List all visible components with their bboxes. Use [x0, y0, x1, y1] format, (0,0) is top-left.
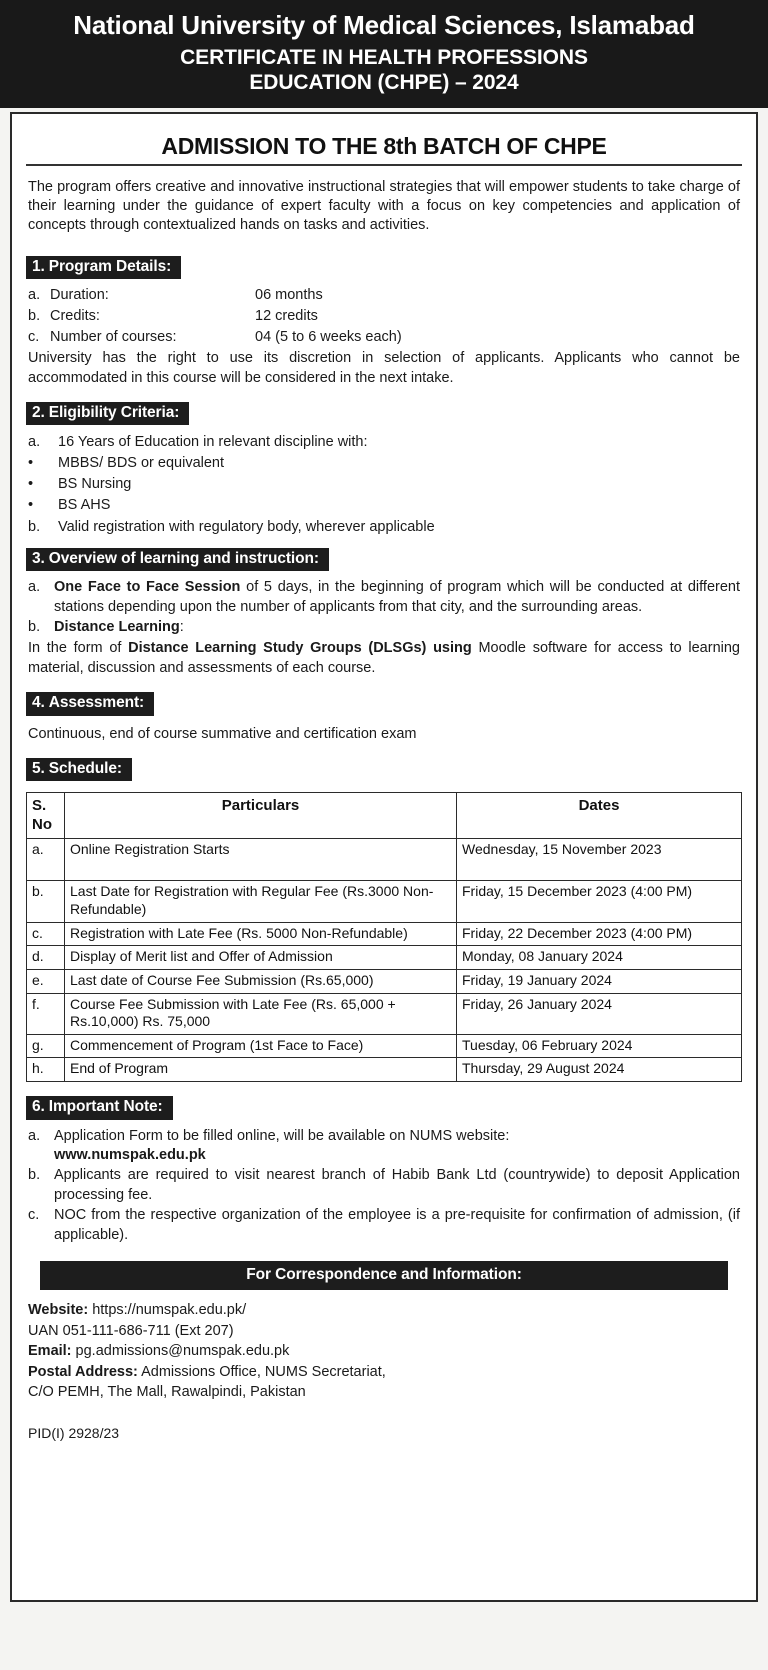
important-note-item-a — [28, 1127, 740, 1166]
postal-address-line — [28, 1362, 742, 1383]
section-title-1: Program Details: — [48, 257, 172, 275]
eligibility-item — [28, 495, 742, 516]
row-value: 12 credits — [255, 307, 318, 324]
item-text: Applicants are required to visit nearest branch of Habib Bank Ltd (countrywide) to deposit Application processing fee. — [54, 1167, 740, 1203]
certificate-title-line-1: CERTIFICATE IN HEALTH PROFESSIONS — [180, 46, 588, 70]
row-label: a. — [28, 287, 41, 304]
column-header-sno: S. No — [27, 793, 65, 839]
item-marker: c. — [28, 1207, 40, 1224]
table-header-row — [27, 793, 742, 839]
bullet-icon: • — [28, 497, 34, 514]
item-marker: a. — [28, 1127, 41, 1144]
column-header-particulars: Particulars — [65, 793, 457, 839]
section-title-5: Schedule: — [48, 759, 122, 777]
program-detail-row — [28, 328, 742, 348]
important-note-item-b — [28, 1166, 740, 1205]
item-text-bold: Distance Learning — [54, 618, 180, 635]
item-text-bold: One Face to Face Session — [54, 579, 241, 596]
section-title-3: Overview of learning and instruction: — [48, 549, 319, 567]
eligibility-item — [28, 453, 742, 474]
dl-body-bold: Distance Learning Study Groups (DLSGs) using — [128, 640, 472, 657]
email-label: Email: — [28, 1343, 72, 1360]
table-row — [27, 839, 742, 881]
item-text — [54, 578, 740, 617]
item-text: Valid registration with regulatory body, wherever applicable — [58, 518, 435, 535]
section-heading-overview — [26, 548, 329, 572]
item-marker: a. — [28, 434, 41, 451]
row-value: 04 (5 to 6 weeks each) — [255, 328, 402, 345]
item-marker: b. — [28, 518, 41, 535]
row-name: Credits: — [50, 307, 100, 324]
section-title-4: Assessment: — [48, 693, 145, 711]
section-number-6: 6. — [32, 1098, 45, 1116]
cell-particulars: End of Program — [65, 1058, 457, 1082]
eligibility-item — [28, 474, 742, 495]
header-banner — [0, 0, 768, 108]
cell-dates: Friday, 15 December 2023 (4:00 PM) — [457, 881, 742, 922]
dl-body-post: Moodle software for access to learning material, discussion and assessments of each course. — [28, 640, 740, 676]
nums-website-link[interactable]: www.numspak.edu.pk — [54, 1147, 206, 1164]
table-row — [27, 1034, 742, 1058]
item-marker: b. — [28, 1167, 41, 1184]
table-row — [27, 993, 742, 1034]
eligibility-item — [28, 517, 742, 538]
cell-sno: c. — [27, 922, 65, 946]
table-row — [27, 881, 742, 922]
assessment-text: Continuous, end of course summative and certification exam — [28, 725, 417, 742]
dl-body-pre: In the form of — [28, 640, 129, 657]
row-label: c. — [28, 328, 40, 345]
cell-sno: f. — [27, 993, 65, 1034]
cell-dates: Friday, 19 January 2024 — [457, 969, 742, 993]
uan-line: UAN 051-111-686-711 (Ext 207) — [28, 1322, 234, 1339]
row-name: Duration: — [50, 287, 109, 304]
cell-particulars: Commencement of Program (1st Face to Face) — [65, 1034, 457, 1058]
overview-distance-learning-body — [28, 639, 740, 678]
intro-paragraph: The program offers creative and innovative instructional strategies that will empower students to take charge of their learning under the guidance of expert faculty with a focus on key competencies and application of concepts through contextualized hands on tasks and activities. — [28, 178, 740, 234]
item-text: BS Nursing — [58, 476, 132, 493]
item-text: MBBS/ BDS or equivalent — [58, 455, 225, 472]
column-header-dates: Dates — [457, 793, 742, 839]
admission-headline: ADMISSION TO THE 8th BATCH OF CHPE — [26, 133, 742, 166]
eligibility-item — [28, 432, 742, 453]
section-heading-schedule — [26, 758, 132, 782]
cell-particulars: Last Date for Registration with Regular Fee (Rs.3000 Non-Refundable) — [65, 881, 457, 922]
item-text: 16 Years of Education in relevant discipline with: — [58, 434, 368, 451]
cell-dates: Friday, 26 January 2024 — [457, 993, 742, 1034]
section-title-6: Important Note: — [48, 1098, 163, 1116]
item-text: NOC from the respective organization of the employee is a pre-requisite for confirmation of admission, (if applicable). — [54, 1207, 740, 1243]
cell-sno: b. — [27, 881, 65, 922]
item-text-rest: of 5 days, in the beginning of program which will be conducted at different stations depending upon the number of applicants from that city, and the surrounding areas. — [54, 579, 740, 615]
schedule-table — [26, 792, 742, 1082]
item-marker: b. — [28, 618, 41, 635]
email-value[interactable]: pg.admissions@numspak.edu.pk — [75, 1343, 290, 1360]
cell-dates: Monday, 08 January 2024 — [457, 946, 742, 970]
section-heading-eligibility — [26, 402, 189, 426]
university-name: National University of Medical Sciences, Islamabad — [73, 10, 695, 40]
table-row — [27, 922, 742, 946]
item-text — [54, 618, 740, 637]
overview-item-b — [28, 618, 740, 637]
row-label: b. — [28, 307, 41, 324]
row-name: Number of courses: — [50, 328, 177, 345]
program-details-note: University has the right to use its discretion in selection of applicants. Applicants who cannot be accommodated in this course will be considered in the next intake. — [28, 350, 740, 386]
item-text: BS AHS — [58, 497, 111, 514]
item-text-colon: : — [179, 618, 184, 635]
certificate-title-line-2: EDUCATION (CHPE) – 2024 — [249, 70, 519, 94]
cell-sno: a. — [27, 839, 65, 881]
cell-particulars: Registration with Late Fee (Rs. 5000 Non-Refundable) — [65, 922, 457, 946]
overview-item-a — [28, 578, 740, 617]
row-value: 06 months — [255, 287, 323, 304]
cell-sno: d. — [27, 946, 65, 970]
section-heading-assessment — [26, 692, 154, 716]
section-heading-program-details — [26, 256, 181, 280]
bullet-icon: • — [28, 455, 34, 472]
cell-particulars: Course Fee Submission with Late Fee (Rs. 65,000 + Rs.10,000) Rs. 75,000 — [65, 993, 457, 1034]
cell-sno: h. — [27, 1058, 65, 1082]
cell-sno: e. — [27, 969, 65, 993]
pid-number: PID(I) 2928/23 — [28, 1425, 120, 1442]
email-line — [28, 1341, 742, 1362]
item-marker: a. — [28, 579, 41, 596]
cell-dates: Thursday, 29 August 2024 — [457, 1058, 742, 1082]
program-detail-row — [28, 286, 742, 306]
website-value[interactable]: https://numspak.edu.pk/ — [92, 1302, 247, 1319]
cell-particulars: Display of Merit list and Offer of Admission — [65, 946, 457, 970]
item-text-main: Application Form to be filled online, will be available on NUMS website: — [54, 1127, 510, 1144]
website-label: Website: — [28, 1302, 89, 1319]
cell-dates: Wednesday, 15 November 2023 — [457, 839, 742, 881]
bullet-icon: • — [28, 476, 34, 493]
section-number-2: 2. — [32, 403, 45, 421]
item-text — [54, 1127, 740, 1166]
cell-dates: Friday, 22 December 2023 (4:00 PM) — [457, 922, 742, 946]
correspondence-heading: For Correspondence and Information: — [40, 1261, 728, 1290]
section-number-3: 3. — [32, 549, 45, 567]
cell-particulars: Online Registration Starts — [65, 839, 457, 881]
cell-particulars: Last date of Course Fee Submission (Rs.65,000) — [65, 969, 457, 993]
section-heading-important-note — [26, 1096, 173, 1120]
postal-value: Admissions Office, NUMS Secretariat, — [141, 1363, 386, 1380]
program-detail-row — [28, 307, 742, 327]
section-number-5: 5. — [32, 759, 45, 777]
section-title-2: Eligibility Criteria: — [48, 403, 180, 421]
postal-label: Postal Address: — [28, 1363, 138, 1380]
important-note-item-c — [28, 1206, 740, 1245]
table-row — [27, 946, 742, 970]
section-number-1: 1. — [32, 257, 45, 275]
table-row — [27, 969, 742, 993]
content-frame — [10, 112, 758, 1602]
postal-address-line-2: C/O PEMH, The Mall, Rawalpindi, Pakistan — [28, 1384, 306, 1401]
table-row — [27, 1058, 742, 1082]
cell-dates: Tuesday, 06 February 2024 — [457, 1034, 742, 1058]
cell-sno: g. — [27, 1034, 65, 1058]
website-line — [28, 1300, 742, 1321]
section-number-4: 4. — [32, 693, 45, 711]
